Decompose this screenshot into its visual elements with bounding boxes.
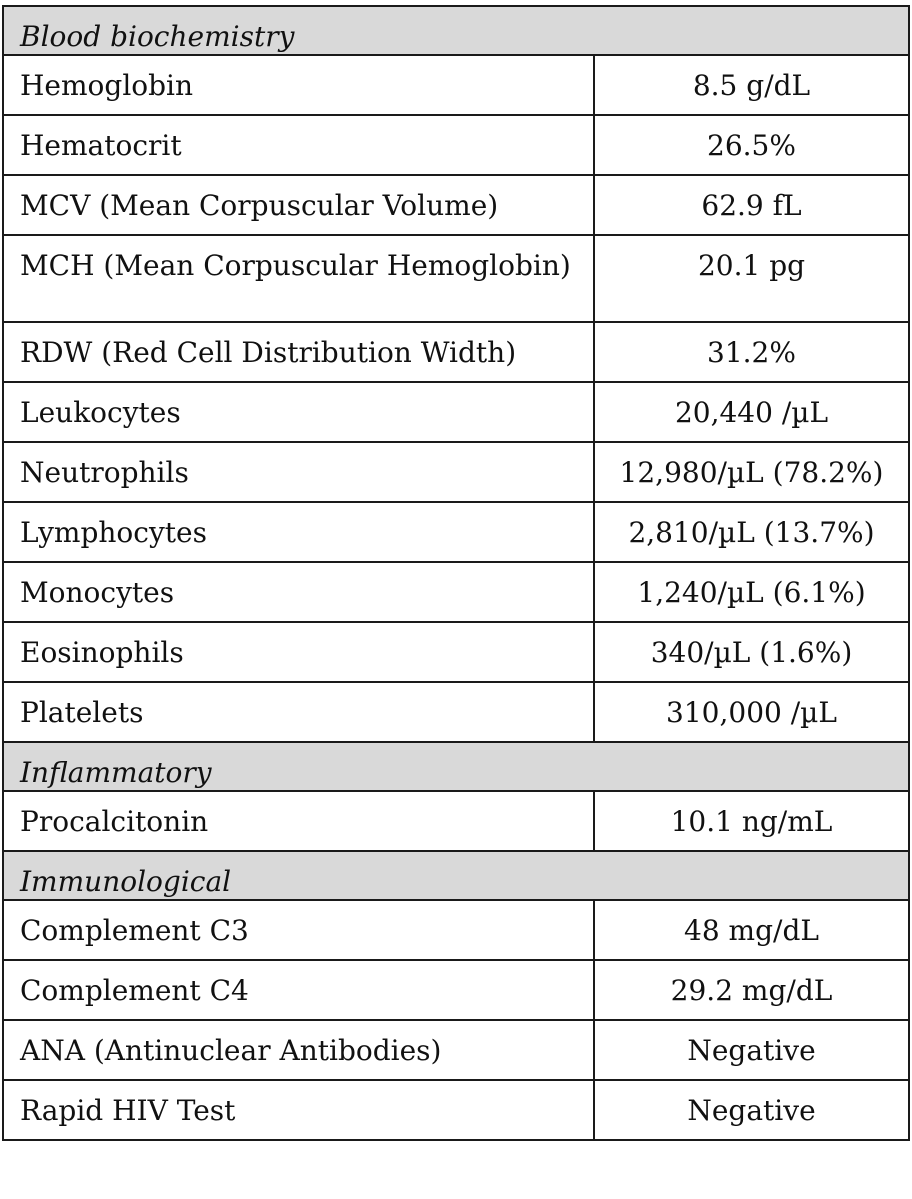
table-row: [3, 682, 909, 742]
test-name: Monocytes: [3, 562, 594, 622]
test-value: 62.9 fL: [594, 175, 909, 235]
test-value: 12,980/µL (78.2%): [594, 442, 909, 502]
test-name: MCH (Mean Corpuscular Hemoglobin): [3, 235, 594, 322]
test-name: Complement C3: [3, 900, 594, 960]
test-name: Eosinophils: [3, 622, 594, 682]
table-row: [3, 1080, 909, 1140]
test-value: Negative: [594, 1020, 909, 1080]
table-row: [3, 382, 909, 442]
section-header-blood-biochemistry: [3, 6, 909, 55]
test-name: Leukocytes: [3, 382, 594, 442]
section-title: Inflammatory: [3, 742, 909, 791]
table-row: [3, 235, 909, 322]
lab-results-table: [2, 5, 910, 1141]
section-header-inflammatory: [3, 742, 909, 791]
table-row: [3, 791, 909, 851]
test-name: Rapid HIV Test: [3, 1080, 594, 1140]
test-value: 48 mg/dL: [594, 900, 909, 960]
test-name: Lymphocytes: [3, 502, 594, 562]
test-value: 20.1 pg: [594, 235, 909, 322]
table-row: [3, 175, 909, 235]
table-row: [3, 960, 909, 1020]
test-value: 8.5 g/dL: [594, 55, 909, 115]
test-name: Platelets: [3, 682, 594, 742]
section-title: Immunological: [3, 851, 909, 900]
test-name: Hemoglobin: [3, 55, 594, 115]
test-value: 20,440 /µL: [594, 382, 909, 442]
table-row: [3, 1020, 909, 1080]
test-name: Neutrophils: [3, 442, 594, 502]
table-row: [3, 562, 909, 622]
test-value: 1,240/µL (6.1%): [594, 562, 909, 622]
table-row: [3, 115, 909, 175]
test-value: 10.1 ng/mL: [594, 791, 909, 851]
test-name: ANA (Antinuclear Antibodies): [3, 1020, 594, 1080]
test-name: Procalcitonin: [3, 791, 594, 851]
test-value: 31.2%: [594, 322, 909, 382]
test-value: 310,000 /µL: [594, 682, 909, 742]
table-row: [3, 502, 909, 562]
test-value: 29.2 mg/dL: [594, 960, 909, 1020]
table-row: [3, 442, 909, 502]
test-name: MCV (Mean Corpuscular Volume): [3, 175, 594, 235]
table-row: [3, 322, 909, 382]
test-name: Complement C4: [3, 960, 594, 1020]
table-row: [3, 900, 909, 960]
section-header-immunological: [3, 851, 909, 900]
section-title: Blood biochemistry: [3, 6, 909, 55]
test-value: 340/µL (1.6%): [594, 622, 909, 682]
test-name: RDW (Red Cell Distribution Width): [3, 322, 594, 382]
test-value: Negative: [594, 1080, 909, 1140]
test-value: 26.5%: [594, 115, 909, 175]
test-value: 2,810/µL (13.7%): [594, 502, 909, 562]
test-name: Hematocrit: [3, 115, 594, 175]
table-row: [3, 622, 909, 682]
table-row: [3, 55, 909, 115]
